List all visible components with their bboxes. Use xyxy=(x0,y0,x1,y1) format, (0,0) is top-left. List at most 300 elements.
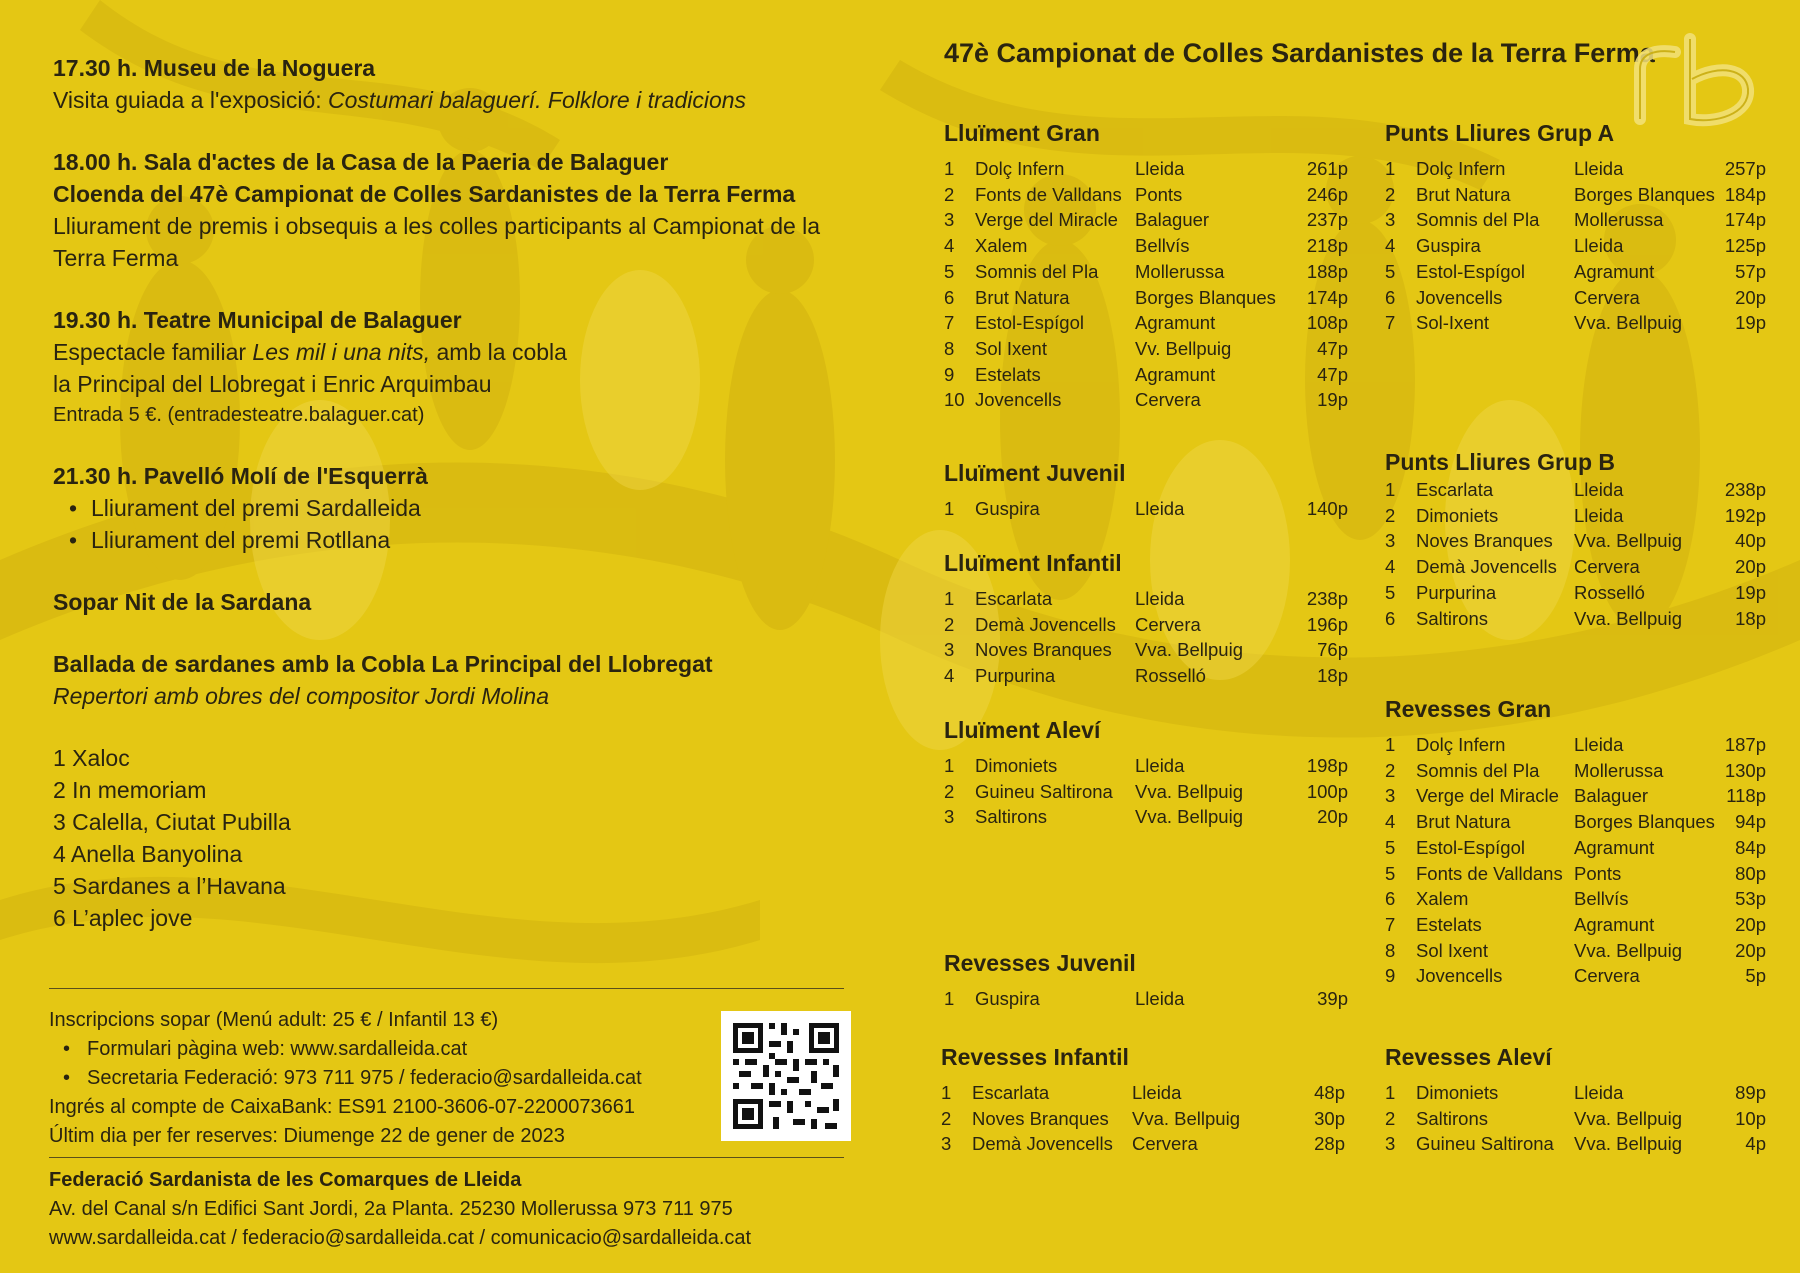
table-row xyxy=(944,310,1348,336)
team-name: Brut Natura xyxy=(1416,811,1511,833)
table-row xyxy=(1385,835,1766,861)
list-item: 4 Anella Banyolina xyxy=(53,841,243,867)
rank-position: 3 xyxy=(944,209,955,231)
team-name: Dolç Infern xyxy=(1416,734,1506,755)
team-city: Vva. Bellpuig xyxy=(1574,312,1682,334)
team-name: Escarlata xyxy=(972,1082,1050,1103)
rank-position: 2 xyxy=(941,1107,952,1129)
team-points: 5p xyxy=(1745,965,1766,987)
event-description: la Principal del Llobregat i Enric Arquimbau xyxy=(53,371,492,397)
team-points: 118p xyxy=(1726,785,1766,807)
section-lluiment-alevi xyxy=(944,715,1348,830)
team-city: Vva. Bellpuig xyxy=(1135,806,1243,828)
table-row xyxy=(944,986,1348,1012)
rank-position: 8 xyxy=(1385,939,1396,961)
team-points: 100p xyxy=(1306,780,1348,802)
table-row xyxy=(941,1080,1345,1106)
team-points: 53p xyxy=(1735,888,1766,910)
team-points: 19p xyxy=(1317,389,1348,411)
rank-position: 3 xyxy=(1385,1133,1396,1155)
table-row xyxy=(941,1106,1345,1132)
section-title: Lluïment Infantil xyxy=(944,550,1122,576)
event-title: 18.00 h. Sala d'actes de la Casa de la Paeria de Balaguer xyxy=(53,149,669,175)
team-name: Dimoniets xyxy=(1416,504,1499,526)
team-points: 261p xyxy=(1306,158,1348,179)
rank-position: 4 xyxy=(944,235,955,257)
team-name: Estol-Espígol xyxy=(1416,836,1525,858)
table-row xyxy=(1385,259,1766,285)
rank-position: 5 xyxy=(1385,862,1396,884)
team-name: Noves Branques xyxy=(1416,530,1553,552)
team-city: Cervera xyxy=(1135,389,1201,411)
team-points: 28p xyxy=(1314,1133,1345,1155)
team-name: Saltirons xyxy=(1416,1107,1488,1129)
team-name: Purpurina xyxy=(975,665,1056,687)
team-points: 20p xyxy=(1735,556,1766,578)
rank-position: 7 xyxy=(1385,913,1396,935)
team-points: 184p xyxy=(1724,183,1766,205)
ranking-table xyxy=(944,586,1348,689)
team-city: Agramunt xyxy=(1574,836,1655,858)
table-row xyxy=(1385,1106,1766,1132)
event-description: Lliurament de premis i obsequis a les colles participants al Campionat de la xyxy=(53,213,821,239)
team-city: Mollerussa xyxy=(1574,209,1664,231)
section-revesses-infantil xyxy=(941,1042,1345,1157)
event-description xyxy=(53,336,853,368)
team-city: Borges Blanques xyxy=(1574,811,1715,833)
ranking-table xyxy=(1385,156,1766,336)
rank-position: 3 xyxy=(944,806,955,828)
organization-address: Av. del Canal s/n Edifici Sant Jordi, 2a Planta. 25230 Mollerussa 973 711 975 xyxy=(49,1198,733,1220)
team-city: Agramunt xyxy=(1135,363,1216,385)
team-city: Ponts xyxy=(1135,183,1183,205)
table-row xyxy=(1385,207,1766,233)
team-city: Mollerussa xyxy=(1574,759,1664,781)
team-name: Guspira xyxy=(975,988,1040,1009)
ranking-table xyxy=(1385,732,1766,989)
team-city: Vv. Bellpuig xyxy=(1135,337,1232,359)
event-description: Terra Ferma xyxy=(53,245,179,271)
team-city: Lleida xyxy=(1135,588,1185,609)
team-points: 237p xyxy=(1306,209,1348,231)
team-city: Lleida xyxy=(1135,988,1185,1009)
team-points: 84p xyxy=(1735,836,1766,858)
ballada-title: Ballada de sardanes amb la Cobla La Principal del Llobregat xyxy=(53,651,713,677)
rank-position: 1 xyxy=(944,988,955,1009)
table-row xyxy=(944,336,1348,362)
team-points: 257p xyxy=(1724,158,1766,179)
rank-position: 3 xyxy=(1385,785,1396,807)
ranking-table xyxy=(1385,1080,1766,1157)
team-name: Verge del Miracle xyxy=(1416,785,1559,807)
team-points: 198p xyxy=(1306,755,1348,776)
team-city: Vva. Bellpuig xyxy=(1574,607,1682,629)
team-points: 18p xyxy=(1735,607,1766,629)
team-city: Vva. Bellpuig xyxy=(1574,530,1682,552)
team-city: Lleida xyxy=(1574,235,1624,257)
list-item: 2 In memoriam xyxy=(53,777,207,803)
rank-position: 1 xyxy=(1385,158,1396,179)
table-row xyxy=(1385,503,1766,529)
event-subtitle: Cloenda del 47è Campionat de Colles Sardanistes de la Terra Ferma xyxy=(53,181,796,207)
table-row xyxy=(944,496,1348,522)
team-city: Cervera xyxy=(1132,1133,1198,1155)
team-name: Dimoniets xyxy=(975,755,1058,776)
list-item: 6 L’aplec jove xyxy=(53,905,193,931)
team-city: Lleida xyxy=(1574,504,1624,526)
team-city: Lleida xyxy=(1574,734,1624,755)
team-city: Cervera xyxy=(1135,613,1201,635)
team-name: Dimoniets xyxy=(1416,1082,1499,1103)
team-name: Dolç Infern xyxy=(975,158,1065,179)
team-name: Sol-Ixent xyxy=(1416,312,1490,334)
event-title: 17.30 h. Museu de la Noguera xyxy=(53,55,376,81)
rank-position: 7 xyxy=(944,312,955,334)
team-points: 192p xyxy=(1724,504,1766,526)
section-title: Revesses Infantil xyxy=(941,1044,1129,1070)
event-pavello xyxy=(53,460,853,556)
rank-position: 4 xyxy=(944,665,955,687)
table-row xyxy=(1385,809,1766,835)
team-city: Rosselló xyxy=(1574,581,1645,603)
table-row xyxy=(944,804,1348,830)
team-points: 47p xyxy=(1317,363,1348,385)
list-item: • Lliurament del premi Sardalleida xyxy=(69,492,853,524)
table-row xyxy=(944,753,1348,779)
table-row xyxy=(1385,938,1766,964)
table-row xyxy=(941,1131,1345,1157)
event-title: 21.30 h. Pavelló Molí de l'Esquerrà xyxy=(53,463,428,489)
list-item: • Lliurament del premi Rotllana xyxy=(69,524,853,556)
team-name: Somnis del Pla xyxy=(975,260,1099,282)
rank-position: 6 xyxy=(944,286,955,308)
rank-position: 8 xyxy=(944,337,955,359)
section-punts-lliures-b xyxy=(1385,447,1766,631)
table-row xyxy=(1385,285,1766,311)
section-title: Revesses Juvenil xyxy=(944,950,1136,976)
table-row xyxy=(1385,758,1766,784)
section-title: Revesses Aleví xyxy=(1385,1044,1552,1070)
team-points: 108p xyxy=(1306,312,1348,334)
team-city: Lleida xyxy=(1574,158,1624,179)
ranking-table xyxy=(944,753,1348,830)
event-exhibition-title: Costumari balaguerí. Folklore i tradicions xyxy=(328,87,747,113)
team-name: Purpurina xyxy=(1416,581,1497,603)
team-points: 20p xyxy=(1735,286,1766,308)
team-points: 20p xyxy=(1735,939,1766,961)
show-title: Les mil i una nits, xyxy=(252,339,431,365)
rank-position: 2 xyxy=(1385,183,1396,205)
rank-position: 5 xyxy=(1385,581,1396,603)
rank-position: 6 xyxy=(1385,607,1396,629)
table-row xyxy=(1385,1131,1766,1157)
page-title: 47è Campionat de Colles Sardanistes de la Terra Ferma xyxy=(944,38,1655,68)
event-description xyxy=(53,84,853,116)
team-name: Estelats xyxy=(1416,913,1482,935)
team-city: Vva. Bellpuig xyxy=(1135,780,1243,802)
team-name: Jovencells xyxy=(1416,965,1503,987)
team-name: Brut Natura xyxy=(975,286,1070,308)
team-points: 218p xyxy=(1306,235,1348,257)
section-revesses-juvenil xyxy=(944,948,1348,1012)
team-city: Rosselló xyxy=(1135,665,1206,687)
table-row xyxy=(944,663,1348,689)
section-title: Lluïment Juvenil xyxy=(944,460,1126,486)
team-city: Vva. Bellpuig xyxy=(1135,639,1243,661)
table-row xyxy=(1385,912,1766,938)
ranking-table xyxy=(944,156,1348,413)
table-row xyxy=(944,637,1348,663)
team-points: 125p xyxy=(1724,235,1766,257)
team-city: Ponts xyxy=(1574,862,1622,884)
team-city: Agramunt xyxy=(1135,312,1216,334)
team-city: Borges Blanques xyxy=(1574,183,1715,205)
team-city: Vva. Bellpuig xyxy=(1132,1107,1240,1129)
section-lluiment-juvenil xyxy=(944,458,1348,522)
team-points: 20p xyxy=(1317,806,1348,828)
organization-links[interactable]: www.sardalleida.cat / federacio@sardalleida.cat / comunicacio@sardalleida.cat xyxy=(49,1227,752,1249)
table-row xyxy=(1385,886,1766,912)
team-points: 246p xyxy=(1306,183,1348,205)
rank-position: 4 xyxy=(1385,556,1396,578)
event-text: Espectacle familiar xyxy=(53,339,253,365)
program-column xyxy=(53,52,853,934)
rank-position: 1 xyxy=(944,755,955,776)
team-points: 10p xyxy=(1735,1107,1766,1129)
rank-position: 4 xyxy=(1385,811,1396,833)
ranking-table xyxy=(1385,477,1766,631)
event-paeria xyxy=(53,146,853,274)
team-points: 140p xyxy=(1306,498,1348,519)
rank-position: 1 xyxy=(941,1082,952,1103)
table-row xyxy=(1385,528,1766,554)
inscripcions-text: Inscripcions sopar (Menú adult: 25 € / Infantil 13 €) xyxy=(49,1009,499,1031)
team-city: Lleida xyxy=(1574,479,1624,500)
team-name: Jovencells xyxy=(975,389,1062,411)
team-points: 130p xyxy=(1724,759,1766,781)
team-city: Lleida xyxy=(1132,1082,1182,1103)
team-name: Somnis del Pla xyxy=(1416,209,1540,231)
team-city: Cervera xyxy=(1574,556,1640,578)
table-row xyxy=(944,182,1348,208)
table-row xyxy=(1385,580,1766,606)
section-punts-lliures-a xyxy=(1385,118,1766,336)
team-points: 89p xyxy=(1735,1082,1766,1103)
team-name: Estol-Espígol xyxy=(975,312,1084,334)
team-name: Verge del Miracle xyxy=(975,209,1118,231)
rank-position: 5 xyxy=(1385,260,1396,282)
section-title: Revesses Gran xyxy=(1385,696,1552,722)
rank-position: 2 xyxy=(1385,1107,1396,1129)
table-row xyxy=(1385,156,1766,182)
rank-position: 3 xyxy=(944,639,955,661)
team-name: Saltirons xyxy=(1416,607,1488,629)
rank-position: 3 xyxy=(1385,530,1396,552)
team-points: 238p xyxy=(1306,588,1348,609)
team-name: Guspira xyxy=(1416,235,1481,257)
list-item: 3 Calella, Ciutat Pubilla xyxy=(53,809,291,835)
team-name: Saltirons xyxy=(975,806,1047,828)
event-text: Visita guiada a l'exposició: xyxy=(53,87,329,113)
rank-position: 1 xyxy=(1385,479,1396,500)
team-points: 30p xyxy=(1314,1107,1345,1129)
event-text: amb la cobla xyxy=(430,339,567,365)
team-points: 196p xyxy=(1306,613,1348,635)
rank-position: 2 xyxy=(1385,504,1396,526)
team-name: Demà Jovencells xyxy=(975,613,1116,635)
team-points: 94p xyxy=(1735,811,1766,833)
team-name: Escarlata xyxy=(975,588,1053,609)
table-row xyxy=(944,779,1348,805)
team-name: Somnis del Pla xyxy=(1416,759,1540,781)
rank-position: 9 xyxy=(1385,965,1396,987)
team-points: 188p xyxy=(1306,260,1348,282)
bank-account-text: Ingrés al compte de CaixaBank: ES91 2100-3606-07-2200073661 xyxy=(49,1096,635,1118)
team-name: Guineu Saltirona xyxy=(1416,1133,1554,1155)
table-row xyxy=(944,233,1348,259)
ballada-subtitle xyxy=(53,680,853,712)
qr-code-icon xyxy=(721,1011,851,1141)
team-city: Agramunt xyxy=(1574,913,1655,935)
list-item: 5 Sardanes a l’Havana xyxy=(53,873,286,899)
team-name: Fonts de Valldans xyxy=(975,183,1122,205)
ranking-table xyxy=(944,496,1348,522)
ranking-table xyxy=(944,986,1348,1012)
table-row xyxy=(1385,233,1766,259)
team-name: Dolç Infern xyxy=(1416,158,1506,179)
rank-position: 1 xyxy=(944,498,955,519)
team-points: 39p xyxy=(1317,988,1348,1009)
team-name: Estol-Espígol xyxy=(1416,260,1525,282)
team-city: Lleida xyxy=(1135,158,1185,179)
table-row xyxy=(1385,554,1766,580)
team-city: Bellvís xyxy=(1574,888,1629,910)
section-title: Lluïment Aleví xyxy=(944,717,1101,743)
rank-position: 4 xyxy=(1385,235,1396,257)
table-row xyxy=(944,612,1348,638)
table-row xyxy=(944,285,1348,311)
rank-position: 3 xyxy=(1385,209,1396,231)
team-points: 19p xyxy=(1735,581,1766,603)
rank-position: 1 xyxy=(1385,734,1396,755)
team-points: 48p xyxy=(1314,1082,1345,1103)
sopar-title: Sopar Nit de la Sardana xyxy=(53,589,312,615)
team-name: Fonts de Valldans xyxy=(1416,862,1563,884)
ballada-subtitle-text: Repertori amb obres del compositor Jordi Molina xyxy=(53,683,549,709)
team-points: 80p xyxy=(1735,862,1766,884)
team-city: Balaguer xyxy=(1574,785,1649,807)
team-city: Bellvís xyxy=(1135,235,1190,257)
rank-position: 1 xyxy=(1385,1082,1396,1103)
table-row xyxy=(944,156,1348,182)
team-points: 57p xyxy=(1735,260,1766,282)
section-title: Lluïment Gran xyxy=(944,120,1100,146)
qr-code[interactable] xyxy=(721,1011,851,1141)
award-list xyxy=(53,492,853,556)
team-city: Lleida xyxy=(1135,498,1185,519)
rank-position: 1 xyxy=(944,588,955,609)
table-row xyxy=(1385,1080,1766,1106)
ranking-table xyxy=(941,1080,1345,1157)
event-sopar xyxy=(53,586,853,618)
rank-position: 5 xyxy=(944,260,955,282)
table-row xyxy=(1385,477,1766,503)
team-city: Vva. Bellpuig xyxy=(1574,939,1682,961)
rank-position: 2 xyxy=(944,780,955,802)
team-name: Noves Branques xyxy=(972,1107,1109,1129)
rank-position: 6 xyxy=(1385,888,1396,910)
rank-position: 7 xyxy=(1385,312,1396,334)
table-row xyxy=(1385,861,1766,887)
event-ballada xyxy=(53,648,853,712)
rank-position: 5 xyxy=(1385,836,1396,858)
team-points: 76p xyxy=(1317,639,1348,661)
team-name: Xalem xyxy=(1416,888,1469,910)
team-city: Agramunt xyxy=(1574,260,1655,282)
table-row xyxy=(1385,963,1766,989)
table-row xyxy=(1385,783,1766,809)
team-name: Demà Jovencells xyxy=(972,1133,1113,1155)
team-points: 238p xyxy=(1724,479,1766,500)
team-name: Demà Jovencells xyxy=(1416,556,1557,578)
list-item[interactable]: • Secretaria Federació: 973 711 975 / federacio@sardalleida.cat xyxy=(63,1064,844,1093)
event-teatre xyxy=(53,304,853,430)
team-points: 174p xyxy=(1724,209,1766,231)
team-city: Mollerussa xyxy=(1135,260,1225,282)
rank-position: 2 xyxy=(944,183,955,205)
list-item[interactable]: • Formulari pàgina web: www.sardalleida.cat xyxy=(63,1035,844,1064)
rank-position: 6 xyxy=(1385,286,1396,308)
section-lluiment-infantil xyxy=(944,548,1348,689)
team-city: Vva. Bellpuig xyxy=(1574,1133,1682,1155)
team-name: Guspira xyxy=(975,498,1040,519)
rank-position: 9 xyxy=(944,363,955,385)
table-row xyxy=(1385,606,1766,632)
team-name: Noves Branques xyxy=(975,639,1112,661)
section-revesses-alevi xyxy=(1385,1042,1766,1157)
rank-position: 10 xyxy=(944,389,965,411)
team-name: Brut Natura xyxy=(1416,183,1511,205)
rank-position: 2 xyxy=(944,613,955,635)
team-points: 187p xyxy=(1724,734,1766,755)
team-name: Sol Ixent xyxy=(1416,939,1488,961)
team-name: Escarlata xyxy=(1416,479,1494,500)
section-title: Punts Lliures Grup B xyxy=(1385,449,1616,475)
team-name: Jovencells xyxy=(1416,286,1503,308)
repertoire-list xyxy=(53,742,853,934)
team-points: 47p xyxy=(1317,337,1348,359)
section-revesses-gran xyxy=(1385,694,1766,989)
team-name: Sol Ixent xyxy=(975,337,1047,359)
table-row xyxy=(944,586,1348,612)
table-row xyxy=(944,207,1348,233)
table-row xyxy=(1385,732,1766,758)
team-city: Cervera xyxy=(1574,965,1640,987)
team-name: Guineu Saltirona xyxy=(975,780,1113,802)
rank-position: 3 xyxy=(941,1133,952,1155)
event-title: 19.30 h. Teatre Municipal de Balaguer xyxy=(53,307,462,333)
table-row xyxy=(1385,310,1766,336)
table-row xyxy=(944,387,1348,413)
team-points: 20p xyxy=(1735,913,1766,935)
team-points: 19p xyxy=(1735,312,1766,334)
team-city: Borges Blanques xyxy=(1135,286,1276,308)
table-row xyxy=(944,259,1348,285)
table-row xyxy=(1385,182,1766,208)
section-lluiment-gran xyxy=(944,118,1348,413)
table-row xyxy=(944,362,1348,388)
rank-position: 2 xyxy=(1385,759,1396,781)
